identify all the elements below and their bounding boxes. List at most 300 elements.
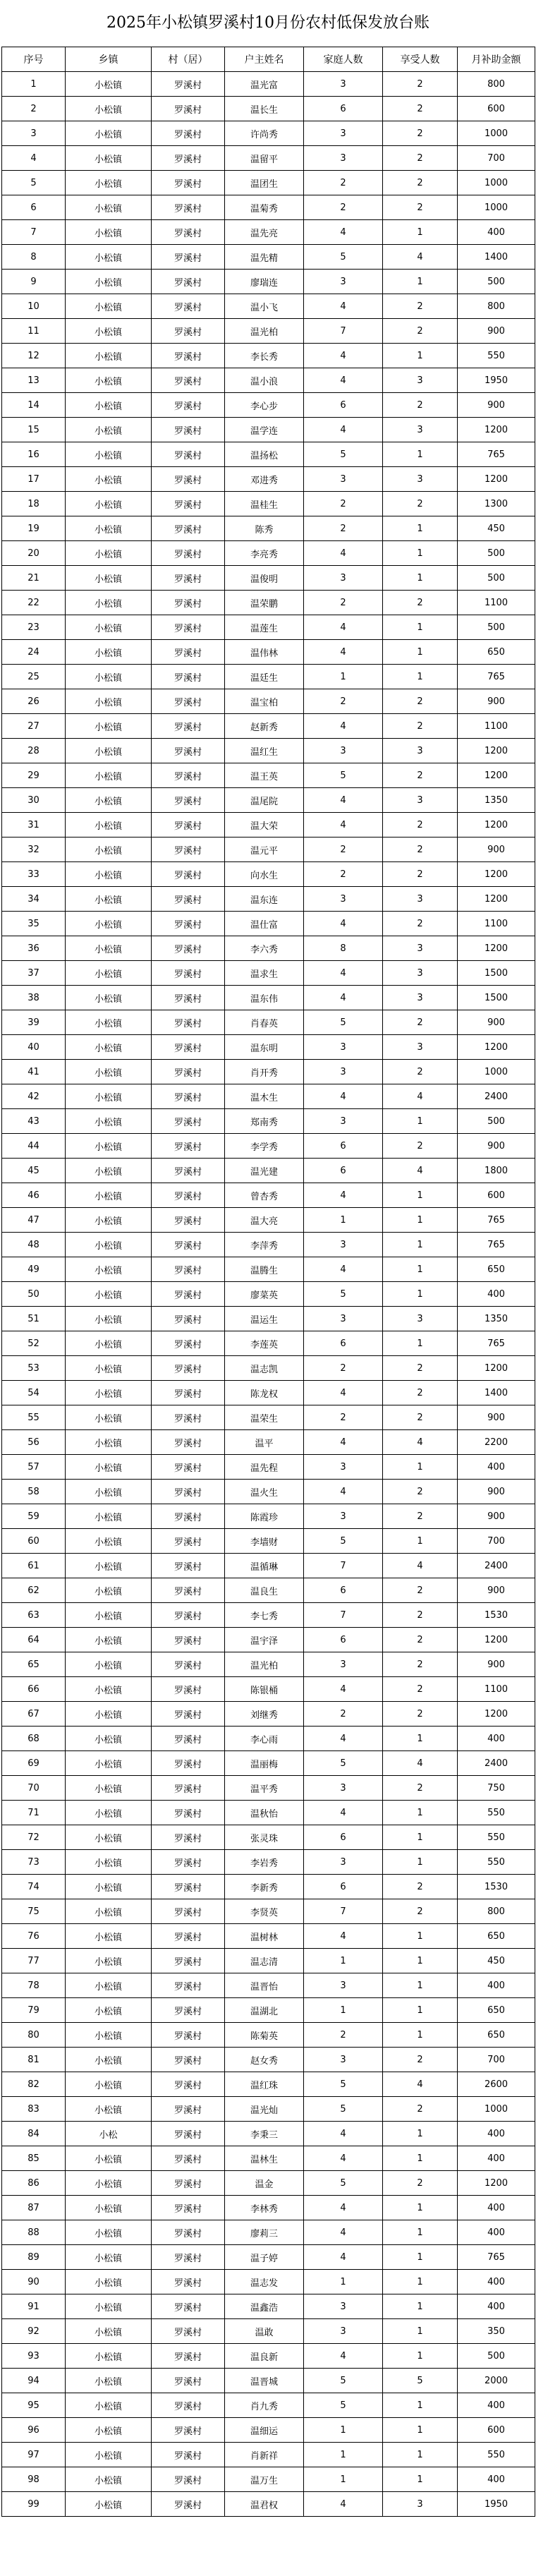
cell-monthly-amount: 1100 [458,591,535,615]
cell-household-head: 温荣生 [225,1405,304,1430]
cell-village: 罗溪村 [152,813,225,837]
cell-beneficiaries: 2 [383,1652,458,1677]
cell-household-head: 温东伟 [225,986,304,1010]
cell-family-size: 6 [304,1159,383,1183]
cell-family-size: 3 [304,1455,383,1480]
cell-index: 10 [2,294,66,319]
cell-family-size: 2 [304,492,383,516]
cell-beneficiaries: 2 [383,1060,458,1084]
cell-village: 罗溪村 [152,665,225,689]
table-row [2,1208,535,1233]
cell-village: 罗溪村 [152,1677,225,1702]
cell-monthly-amount: 1200 [458,862,535,887]
cell-township: 小松镇 [66,1875,152,1899]
cell-family-size: 6 [304,1875,383,1899]
cell-village: 罗溪村 [152,2072,225,2097]
cell-township: 小松镇 [66,393,152,418]
cell-family-size: 4 [304,912,383,936]
cell-beneficiaries: 1 [383,516,458,541]
cell-family-size: 6 [304,1578,383,1603]
cell-monthly-amount: 2400 [458,1751,535,1776]
cell-village: 罗溪村 [152,541,225,566]
cell-household-head: 温仕富 [225,912,304,936]
cell-index: 35 [2,912,66,936]
cell-beneficiaries: 2 [383,146,458,171]
cell-township: 小松镇 [66,1776,152,1801]
table-row [2,1554,535,1578]
table-row [2,813,535,837]
table-row [2,1183,535,1208]
cell-village: 罗溪村 [152,97,225,121]
cell-family-size: 3 [304,1973,383,1998]
cell-beneficiaries: 4 [383,245,458,270]
table-row [2,1949,535,1973]
cell-index: 30 [2,788,66,813]
cell-family-size: 2 [304,1702,383,1727]
cell-family-size: 4 [304,1727,383,1751]
cell-beneficiaries: 1 [383,2319,458,2344]
cell-monthly-amount: 1200 [458,887,535,912]
table-row [2,1702,535,1727]
cell-monthly-amount: 1950 [458,2492,535,2517]
cell-family-size: 3 [304,566,383,591]
cell-village: 罗溪村 [152,2097,225,2122]
cell-monthly-amount: 2600 [458,2072,535,2097]
cell-monthly-amount: 550 [458,1825,535,1850]
cell-household-head: 陈银桶 [225,1677,304,1702]
cell-index: 34 [2,887,66,912]
cell-household-head: 李七秀 [225,1603,304,1628]
table-row [2,319,535,344]
cell-township: 小松镇 [66,2344,152,2369]
table-row [2,640,535,665]
cell-village: 罗溪村 [152,1628,225,1652]
cell-township: 小松镇 [66,195,152,220]
cell-township: 小松镇 [66,1677,152,1702]
cell-index: 21 [2,566,66,591]
cell-beneficiaries: 2 [383,1603,458,1628]
cell-township: 小松镇 [66,2220,152,2245]
cell-village: 罗溪村 [152,591,225,615]
subsidy-ledger-table [1,47,535,2517]
cell-family-size: 5 [304,1529,383,1554]
cell-beneficiaries: 1 [383,1825,458,1850]
cell-monthly-amount: 500 [458,2344,535,2369]
cell-village: 罗溪村 [152,368,225,393]
cell-household-head: 温俊明 [225,566,304,591]
cell-household-head: 肖春英 [225,1010,304,1035]
cell-index: 3 [2,121,66,146]
table-row [2,2492,535,2517]
cell-family-size: 2 [304,171,383,195]
cell-index: 6 [2,195,66,220]
cell-township: 小松镇 [66,1628,152,1652]
cell-index: 41 [2,1060,66,1084]
table-row [2,393,535,418]
cell-village: 罗溪村 [152,2344,225,2369]
column-header-index: 序号 [2,47,66,72]
cell-household-head: 温扬松 [225,442,304,467]
cell-monthly-amount: 1100 [458,714,535,739]
table-row [2,2146,535,2171]
table-row [2,195,535,220]
cell-monthly-amount: 400 [458,1727,535,1751]
cell-beneficiaries: 3 [383,2492,458,2517]
cell-monthly-amount: 500 [458,566,535,591]
cell-township: 小松镇 [66,1949,152,1973]
table-row [2,541,535,566]
cell-village: 罗溪村 [152,1949,225,1973]
table-row [2,2122,535,2146]
cell-township: 小松镇 [66,763,152,788]
cell-village: 罗溪村 [152,788,225,813]
cell-index: 9 [2,270,66,294]
cell-village: 罗溪村 [152,1899,225,1924]
cell-township: 小松镇 [66,1801,152,1825]
cell-village: 罗溪村 [152,72,225,97]
table-row [2,714,535,739]
cell-township: 小松镇 [66,516,152,541]
cell-village: 罗溪村 [152,689,225,714]
cell-beneficiaries: 4 [383,1084,458,1109]
cell-monthly-amount: 900 [458,1652,535,1677]
cell-family-size: 3 [304,1109,383,1134]
cell-beneficiaries: 1 [383,2270,458,2294]
cell-village: 罗溪村 [152,516,225,541]
cell-family-size: 1 [304,2443,383,2467]
cell-village: 罗溪村 [152,1875,225,1899]
cell-beneficiaries: 1 [383,566,458,591]
cell-township: 小松镇 [66,1751,152,1776]
cell-beneficiaries: 2 [383,714,458,739]
cell-household-head: 陈秀 [225,516,304,541]
cell-township: 小松镇 [66,418,152,442]
cell-household-head: 温小飞 [225,294,304,319]
cell-family-size: 7 [304,1554,383,1578]
cell-township: 小松镇 [66,2196,152,2220]
cell-beneficiaries: 1 [383,2122,458,2146]
cell-household-head: 温先亮 [225,220,304,245]
column-header-beneficiaries: 享受人数 [383,47,458,72]
cell-index: 63 [2,1603,66,1628]
cell-family-size: 5 [304,442,383,467]
table-row [2,1257,535,1282]
cell-index: 65 [2,1652,66,1677]
cell-monthly-amount: 750 [458,1776,535,1801]
cell-index: 39 [2,1010,66,1035]
cell-beneficiaries: 2 [383,171,458,195]
cell-household-head: 温木生 [225,1084,304,1109]
cell-index: 84 [2,2122,66,2146]
cell-beneficiaries: 3 [383,961,458,986]
cell-village: 罗溪村 [152,442,225,467]
cell-index: 2 [2,97,66,121]
table-row [2,862,535,887]
cell-household-head: 温丽梅 [225,1751,304,1776]
cell-household-head: 李学秀 [225,1134,304,1159]
cell-beneficiaries: 1 [383,344,458,368]
cell-beneficiaries: 1 [383,1257,458,1282]
table-row [2,689,535,714]
cell-monthly-amount: 450 [458,1949,535,1973]
cell-beneficiaries: 2 [383,862,458,887]
cell-monthly-amount: 1100 [458,912,535,936]
cell-beneficiaries: 2 [383,1010,458,1035]
cell-index: 96 [2,2418,66,2443]
cell-monthly-amount: 700 [458,146,535,171]
cell-index: 83 [2,2097,66,2122]
cell-index: 47 [2,1208,66,1233]
table-row [2,1134,535,1159]
cell-family-size: 3 [304,1504,383,1529]
cell-monthly-amount: 500 [458,615,535,640]
cell-village: 罗溪村 [152,1529,225,1554]
cell-monthly-amount: 1000 [458,2097,535,2122]
cell-monthly-amount: 550 [458,1801,535,1825]
cell-index: 57 [2,1455,66,1480]
table-row [2,788,535,813]
cell-monthly-amount: 1800 [458,1159,535,1183]
cell-family-size: 7 [304,1899,383,1924]
cell-index: 70 [2,1776,66,1801]
cell-village: 罗溪村 [152,2245,225,2270]
table-row [2,1356,535,1381]
cell-index: 32 [2,837,66,862]
cell-beneficiaries: 2 [383,1628,458,1652]
cell-village: 罗溪村 [152,2443,225,2467]
cell-monthly-amount: 1500 [458,961,535,986]
cell-township: 小松镇 [66,1233,152,1257]
cell-monthly-amount: 900 [458,837,535,862]
cell-beneficiaries: 1 [383,220,458,245]
cell-index: 25 [2,665,66,689]
cell-monthly-amount: 600 [458,1183,535,1208]
table-row [2,492,535,516]
cell-monthly-amount: 1000 [458,1060,535,1084]
cell-index: 28 [2,739,66,763]
cell-index: 55 [2,1405,66,1430]
cell-monthly-amount: 400 [458,2196,535,2220]
cell-index: 20 [2,541,66,566]
cell-beneficiaries: 2 [383,1134,458,1159]
cell-village: 罗溪村 [152,2418,225,2443]
cell-beneficiaries: 4 [383,1430,458,1455]
table-row [2,837,535,862]
cell-township: 小松镇 [66,837,152,862]
cell-household-head: 温子婷 [225,2245,304,2270]
cell-village: 罗溪村 [152,1480,225,1504]
cell-household-head: 陈霞珍 [225,1504,304,1529]
cell-beneficiaries: 1 [383,1727,458,1751]
cell-village: 罗溪村 [152,195,225,220]
cell-monthly-amount: 1200 [458,418,535,442]
cell-beneficiaries: 1 [383,1973,458,1998]
cell-family-size: 4 [304,368,383,393]
cell-monthly-amount: 400 [458,220,535,245]
cell-village: 罗溪村 [152,1356,225,1381]
cell-household-head: 温细运 [225,2418,304,2443]
cell-township: 小松镇 [66,986,152,1010]
cell-index: 98 [2,2467,66,2492]
cell-township: 小松镇 [66,2097,152,2122]
cell-index: 42 [2,1084,66,1109]
cell-beneficiaries: 2 [383,1875,458,1899]
cell-township: 小松镇 [66,2443,152,2467]
cell-family-size: 5 [304,245,383,270]
cell-township: 小松镇 [66,1060,152,1084]
cell-index: 73 [2,1850,66,1875]
cell-index: 11 [2,319,66,344]
cell-monthly-amount: 650 [458,1998,535,2023]
cell-township: 小松镇 [66,2294,152,2319]
table-row [2,72,535,97]
cell-beneficiaries: 2 [383,393,458,418]
cell-monthly-amount: 700 [458,1529,535,1554]
cell-family-size: 4 [304,640,383,665]
cell-family-size: 3 [304,2319,383,2344]
cell-beneficiaries: 3 [383,1307,458,1331]
table-row [2,1677,535,1702]
cell-family-size: 4 [304,2245,383,2270]
cell-beneficiaries: 1 [383,665,458,689]
cell-township: 小松镇 [66,689,152,714]
cell-township: 小松镇 [66,1010,152,1035]
cell-household-head: 温秋怡 [225,1801,304,1825]
cell-monthly-amount: 1200 [458,936,535,961]
cell-beneficiaries: 2 [383,1776,458,1801]
cell-beneficiaries: 2 [383,1381,458,1405]
table-row [2,2393,535,2418]
table-row [2,1603,535,1628]
cell-household-head: 温学连 [225,418,304,442]
table-row [2,2220,535,2245]
cell-township: 小松镇 [66,1282,152,1307]
cell-village: 罗溪村 [152,319,225,344]
table-row [2,2245,535,2270]
table-row [2,2270,535,2294]
table-row [2,442,535,467]
cell-village: 罗溪村 [152,1554,225,1578]
cell-household-head: 李林秀 [225,2196,304,2220]
cell-monthly-amount: 400 [458,2146,535,2171]
cell-township: 小松镇 [66,1578,152,1603]
cell-monthly-amount: 900 [458,1010,535,1035]
cell-township: 小松镇 [66,245,152,270]
cell-family-size: 7 [304,319,383,344]
cell-village: 罗溪村 [152,1134,225,1159]
cell-family-size: 3 [304,1652,383,1677]
table-row [2,1060,535,1084]
cell-index: 43 [2,1109,66,1134]
cell-village: 罗溪村 [152,887,225,912]
header-row [2,47,535,72]
cell-family-size: 4 [304,2122,383,2146]
cell-household-head: 陈菊英 [225,2023,304,2048]
cell-family-size: 3 [304,1776,383,1801]
table-row [2,1529,535,1554]
cell-household-head: 肖九秀 [225,2393,304,2418]
cell-village: 罗溪村 [152,1751,225,1776]
table-row [2,1010,535,1035]
cell-monthly-amount: 765 [458,1233,535,1257]
cell-household-head: 李秉三 [225,2122,304,2146]
cell-index: 36 [2,936,66,961]
cell-family-size: 6 [304,1331,383,1356]
cell-monthly-amount: 500 [458,541,535,566]
cell-household-head: 李新秀 [225,1875,304,1899]
cell-family-size: 3 [304,2294,383,2319]
cell-village: 罗溪村 [152,2023,225,2048]
cell-family-size: 3 [304,72,383,97]
cell-village: 罗溪村 [152,1603,225,1628]
cell-household-head: 温求生 [225,961,304,986]
cell-village: 罗溪村 [152,2492,225,2517]
cell-monthly-amount: 550 [458,1850,535,1875]
cell-index: 77 [2,1949,66,1973]
cell-village: 罗溪村 [152,1010,225,1035]
table-row [2,1727,535,1751]
table-row [2,344,535,368]
cell-village: 罗溪村 [152,1405,225,1430]
cell-township: 小松镇 [66,294,152,319]
table-row [2,1973,535,1998]
cell-township: 小松镇 [66,1134,152,1159]
table-row [2,1776,535,1801]
cell-family-size: 4 [304,1677,383,1702]
cell-family-size: 4 [304,1924,383,1949]
table-row [2,121,535,146]
cell-beneficiaries: 1 [383,270,458,294]
cell-township: 小松镇 [66,640,152,665]
cell-village: 罗溪村 [152,418,225,442]
cell-township: 小松镇 [66,2171,152,2196]
cell-monthly-amount: 765 [458,1208,535,1233]
cell-township: 小松镇 [66,2048,152,2072]
cell-index: 37 [2,961,66,986]
table-row [2,2344,535,2369]
cell-monthly-amount: 1000 [458,195,535,220]
table-row [2,739,535,763]
cell-township: 小松镇 [66,72,152,97]
cell-village: 罗溪村 [152,2196,225,2220]
table-row [2,294,535,319]
cell-household-head: 赵新秀 [225,714,304,739]
cell-family-size: 1 [304,1998,383,2023]
cell-township: 小松镇 [66,2492,152,2517]
cell-index: 87 [2,2196,66,2220]
cell-village: 罗溪村 [152,640,225,665]
cell-township: 小松镇 [66,1356,152,1381]
column-header-village: 村（居） [152,47,225,72]
cell-index: 90 [2,2270,66,2294]
cell-index: 79 [2,1998,66,2023]
table-row [2,1109,535,1134]
cell-beneficiaries: 3 [383,1035,458,1060]
cell-index: 31 [2,813,66,837]
cell-index: 66 [2,1677,66,1702]
cell-beneficiaries: 1 [383,2196,458,2220]
cell-household-head: 温光灿 [225,2097,304,2122]
cell-household-head: 肖开秀 [225,1060,304,1084]
cell-monthly-amount: 400 [458,2270,535,2294]
cell-beneficiaries: 1 [383,1109,458,1134]
cell-household-head: 温团生 [225,171,304,195]
cell-township: 小松镇 [66,2369,152,2393]
cell-township: 小松镇 [66,1035,152,1060]
cell-monthly-amount: 1530 [458,1875,535,1899]
cell-index: 86 [2,2171,66,2196]
cell-township: 小松镇 [66,492,152,516]
